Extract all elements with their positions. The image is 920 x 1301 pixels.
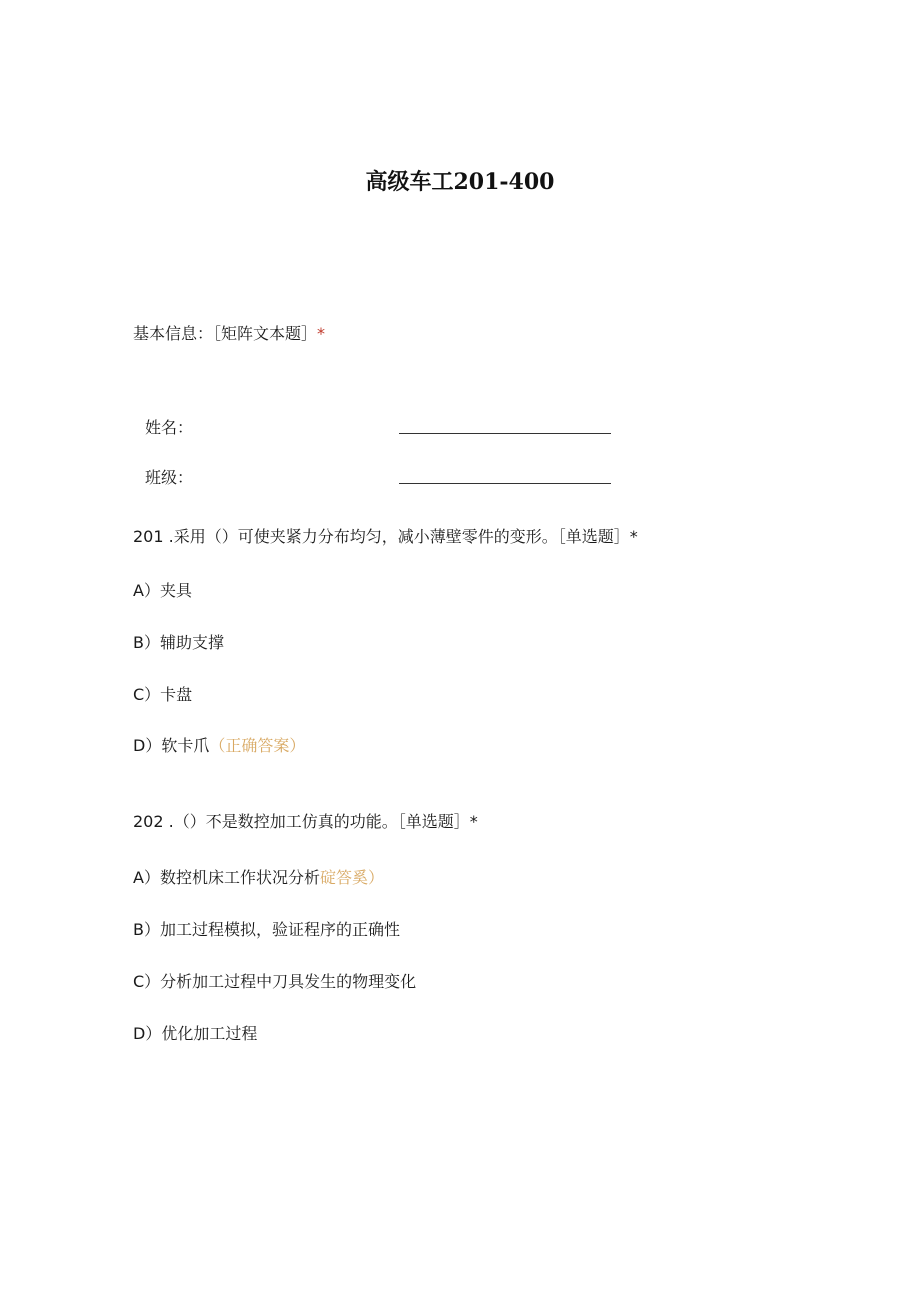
option-text: C）分析加工过程中刀具发生的物理变化 — [133, 972, 417, 991]
page-title: 高级车工201-400 — [365, 169, 555, 195]
option-text: B）加工过程模拟，验证程序的正确性 — [133, 920, 400, 939]
name-field-label: 姓名： — [145, 418, 194, 437]
name-field-input[interactable] — [399, 433, 611, 434]
class-field-label: 班级： — [145, 468, 194, 487]
option-text: A）夹具 — [133, 581, 192, 600]
question-202-stem: 202 .（）不是数控加工仿真的功能。［单选题］* — [133, 812, 478, 831]
required-mark: * — [317, 324, 326, 343]
option-text: B）辅助支撑 — [133, 633, 224, 652]
question-201-option-c[interactable] — [133, 684, 192, 706]
option-text: C）卡盘 — [133, 685, 193, 704]
basic-info-label: 基本信息：［矩阵文本题］ — [133, 324, 318, 343]
question-202-option-a[interactable] — [133, 867, 384, 889]
option-text: D）优化加工过程 — [133, 1024, 258, 1043]
option-text: D）软卡爪 — [133, 736, 210, 755]
question-201-option-d[interactable] — [133, 735, 305, 757]
question-201-option-a[interactable] — [133, 580, 192, 602]
answer-mark: （正确答案） — [209, 736, 306, 755]
basic-info-heading — [133, 323, 325, 345]
question-201-option-b[interactable] — [133, 632, 224, 654]
question-201-stem: 201 .采用（）可使夹紧力分布均匀，减小薄壁零件的变形。［单选题］* — [133, 527, 638, 546]
class-field-input[interactable] — [399, 483, 611, 484]
question-202-option-b[interactable] — [133, 919, 400, 941]
option-text: A）数控机床工作状况分析 — [133, 868, 320, 887]
question-202-option-c[interactable] — [133, 971, 416, 993]
question-202-option-d[interactable] — [133, 1023, 257, 1045]
answer-mark: 碇答奚） — [319, 868, 384, 887]
